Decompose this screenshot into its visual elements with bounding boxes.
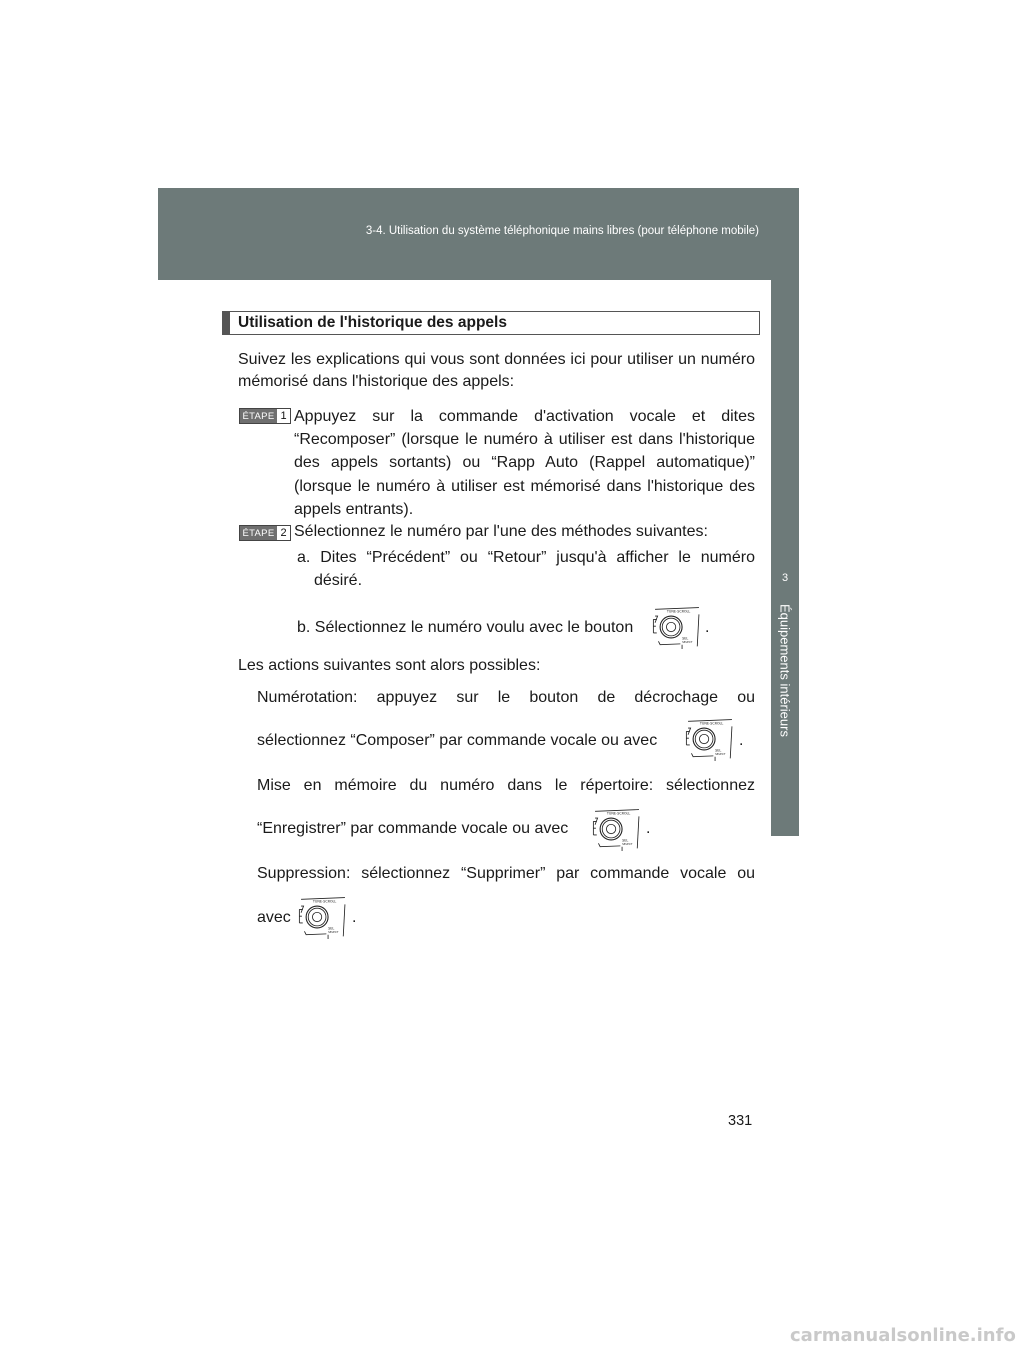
step-badge-number: 1 bbox=[280, 410, 287, 422]
step-1-badge bbox=[239, 408, 291, 424]
action-dial-line-1: Numérotation: appuyez sur le bouton de décrochage ou bbox=[257, 689, 755, 706]
action-delete-line-1: Suppression: sélectionnez “Supprimer” par commande vocale ou bbox=[257, 865, 755, 882]
actions-intro: Les actions suivantes sont alors possibles: bbox=[238, 657, 541, 674]
chapter-header-title: 3-4. Utilisation du système téléphonique mains libres (pour téléphone mobile) bbox=[365, 225, 759, 237]
step-1-text: Appuyez sur la commande d'activation vocale et dites “Recomposer” (lorsque le numéro à utiliser est dans l'historique des appels sortants) ou “Rapp Auto (Rappel automatique)” (lorsque le numéro à utiliser est mémorisé dans l'historique des appels entrants). bbox=[294, 408, 755, 518]
step-2-option-b-end: . bbox=[705, 619, 710, 636]
tune-scroll-knob-icon bbox=[590, 806, 644, 852]
section-heading-accent bbox=[223, 312, 230, 334]
tune-scroll-knob-icon bbox=[650, 604, 704, 650]
page-number: 331 bbox=[728, 1113, 753, 1129]
section-title: Utilisation de l'historique des appels bbox=[238, 314, 507, 331]
step-2-badge bbox=[239, 525, 291, 541]
action-dial-end: . bbox=[739, 732, 744, 749]
action-store-end: . bbox=[646, 820, 651, 837]
action-delete-end: . bbox=[352, 909, 357, 926]
chapter-side-tab bbox=[771, 280, 799, 836]
watermark-text: carmanualsonline.info bbox=[790, 1325, 1016, 1346]
chapter-label-wrap bbox=[771, 604, 799, 844]
tune-scroll-knob-icon bbox=[683, 716, 737, 762]
chapter-number: 3 bbox=[781, 572, 789, 584]
tune-scroll-knob-icon bbox=[296, 894, 350, 940]
step-2-option-a: a. Dites “Précédent” ou “Retour” jusqu'à afficher le numéro désiré. bbox=[297, 549, 755, 589]
intro-paragraph: Suivez les explications qui vous sont données ici pour utiliser un numéro mémorisé dans l'historique des appels: bbox=[238, 351, 755, 390]
step-2-text: Sélectionnez le numéro par l'une des méthodes suivantes: bbox=[294, 523, 708, 540]
chapter-label: Équipements intérieurs bbox=[777, 604, 793, 737]
step-2-option-b: b. Sélectionnez le numéro voulu avec le bouton bbox=[297, 619, 634, 636]
section-heading-box bbox=[222, 311, 760, 335]
action-dial-line-2: sélectionnez “Composer” par commande vocale ou avec bbox=[257, 732, 658, 749]
step-badge-label: ÉTAPE bbox=[240, 409, 277, 423]
action-store-line-2: “Enregistrer” par commande vocale ou avec bbox=[257, 820, 569, 837]
step-badge-number: 2 bbox=[280, 527, 287, 539]
chapter-header-bar bbox=[158, 188, 799, 280]
action-delete-line-2: avec bbox=[257, 909, 291, 926]
step-badge-label: ÉTAPE bbox=[240, 526, 277, 540]
action-store-line-1: Mise en mémoire du numéro dans le répertoire: sélectionnez bbox=[257, 777, 755, 794]
